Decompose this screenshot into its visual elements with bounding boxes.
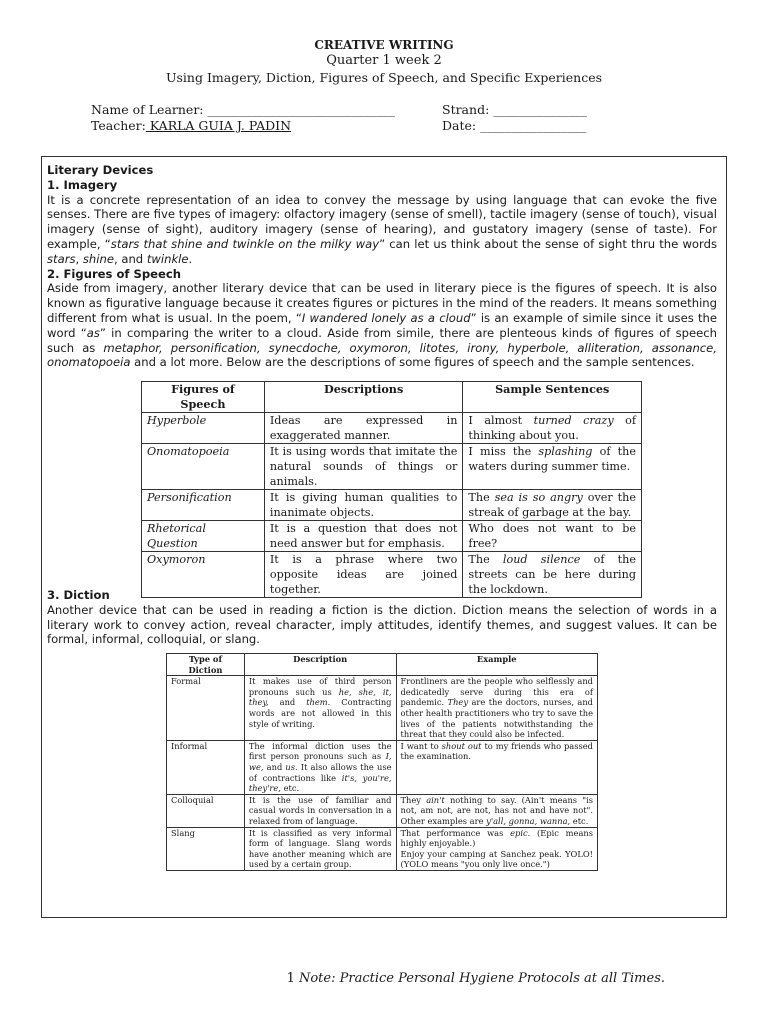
- figures-of-speech-table: [141, 381, 642, 598]
- diction-description: It is classified as very informal form of language. Slang words have another meaning which are used by a certain group.: [244, 827, 396, 870]
- imagery-word: stars: [47, 251, 76, 266]
- sample-emphasis: turned crazy: [533, 414, 614, 427]
- diction-section: [47, 588, 717, 647]
- sample-emphasis: loud silence: [502, 553, 581, 566]
- page-number: 1: [286, 971, 295, 986]
- sample-sentence: [463, 490, 642, 521]
- sample-text: The: [468, 553, 503, 566]
- sample-text: of the streets can be here during the lockdown.: [468, 553, 636, 596]
- sample-emphasis: splashing: [538, 445, 593, 458]
- desc-emphasis: us: [285, 761, 296, 772]
- diction-example: [396, 740, 598, 794]
- imagery-example: stars that shine and twinkle on the milky way: [110, 236, 380, 251]
- figures-text: Aside from imagery, another literary device that can be used in literary piece is the figures of speech. It is also known as figurative language because it creates figures or pictures in the mind of the readers. It means something different from what is usual. In the poem, “: [47, 281, 717, 325]
- desc-text: It makes use of third person pronouns such us: [248, 676, 392, 697]
- desc-text: . It also allows the use of contractions like: [248, 761, 392, 783]
- table-row: [142, 521, 642, 552]
- imagery-word: twinkle: [146, 251, 189, 266]
- sample-text: over the streak of garbage at the bay.: [468, 491, 636, 519]
- teacher-field: [91, 118, 291, 134]
- figure-name-text: Personification: [147, 491, 232, 504]
- teacher-label: Teacher:: [91, 118, 146, 133]
- sample-text: I miss the: [468, 445, 539, 458]
- example-emphasis: y'all, gonna, wanna,: [486, 815, 571, 826]
- document-header: [0, 38, 768, 86]
- example-text: etc.: [570, 815, 589, 826]
- table-row: [167, 740, 598, 794]
- imagery-word: shine: [82, 251, 114, 266]
- sample-sentence: [463, 521, 642, 552]
- sample-text: The: [468, 491, 495, 504]
- sample-text: of thinking about you.: [468, 414, 636, 442]
- as-word: as: [86, 325, 100, 340]
- desc-emphasis: I, we,: [248, 751, 392, 772]
- table-row: [142, 490, 642, 521]
- page-footer: [0, 971, 665, 986]
- diction-heading: 3. Diction: [47, 588, 110, 602]
- example-text: to my friends who passed the examination.: [400, 740, 593, 762]
- example-text: are the doctors, nurses, and other health practitioners who try to save the lives of the patients notwithstanding the threat that they could also be infected.: [400, 697, 593, 740]
- imagery-end: .: [188, 251, 193, 266]
- example-emphasis: shout out: [441, 740, 482, 751]
- figure-description: It is using words that imitate the natural sounds of things or animals.: [264, 444, 463, 490]
- diction-example: [396, 827, 598, 870]
- diction-description: [244, 676, 396, 741]
- figures-text-cont: ” in comparing the writer to a cloud. Aside from simile, there are plenteous kinds of figures of speech such as: [47, 325, 717, 355]
- footer-note: Note: Practice Personal Hygiene Protocols at all Times.: [298, 971, 665, 986]
- table-row: [142, 444, 642, 490]
- sample-text: of the waters during summer time.: [468, 445, 636, 473]
- figure-description: It is a phrase where two opposite ideas are joined together.: [264, 552, 463, 598]
- column-header: Example: [396, 654, 598, 676]
- table-row: [167, 794, 598, 827]
- diction-table: [166, 653, 598, 871]
- example-text: That performance was: [400, 827, 511, 838]
- example-text: Frontliners are the people who selflessly and dedicatedly serve during this era of pandemic.: [400, 676, 593, 708]
- example-emphasis: epic: [510, 827, 528, 838]
- figure-name: [142, 521, 265, 552]
- figure-description: It is giving human qualities to inanimate objects.: [264, 490, 463, 521]
- strand-field: Strand: _______________: [442, 102, 588, 117]
- imagery-sep: , and: [113, 251, 147, 266]
- figure-name-text: Hyperbole: [147, 414, 207, 427]
- document-subtitle: Using Imagery, Diction, Figures of Speech, and Specific Experiences: [165, 70, 603, 85]
- diction-description: [244, 740, 396, 794]
- desc-text: and: [268, 697, 307, 708]
- teacher-name: KARLA GUIA J. PADIN: [145, 118, 292, 133]
- figure-name-text: Onomatopoeia: [147, 445, 230, 458]
- figures-text-end: and a lot more. Below are the descriptions of some figures of speech and the sample sentences.: [130, 355, 695, 370]
- example-text: nothing to say. (Ain't means "is not, am not, are not, has not and have not". Other examples are: [400, 794, 593, 826]
- diction-paragraph: Another device that can be used in reading a fiction is the diction. Diction means the selection of words in a literary work to convey action, reveal character, imply attitudes, identify themes, and suggest values. It can be formal, informal, colloquial, or slang.: [47, 602, 717, 647]
- imagery-text-cont: ” can let us think about the sense of sight thru the words: [379, 236, 717, 251]
- diction-type: Formal: [167, 676, 245, 741]
- column-header: Description: [244, 654, 396, 676]
- figure-description: Ideas are expressed in exaggerated manner.: [264, 413, 463, 444]
- figure-name-text: Rhetorical Question: [147, 522, 206, 550]
- date-field: Date: _________________: [442, 118, 587, 133]
- figure-name-text: Oxymoron: [147, 553, 206, 566]
- quarter-label: Quarter 1 week 2: [326, 53, 442, 68]
- desc-text: etc.: [280, 783, 300, 794]
- imagery-paragraph: [47, 193, 717, 267]
- example-text: Enjoy your camping at Sanchez peak. YOLO! (YOLO means "you only live once."): [400, 848, 593, 870]
- figures-paragraph: [47, 281, 717, 370]
- table-row: [167, 827, 598, 870]
- poem-title: I wandered lonely as a cloud: [301, 310, 471, 325]
- figure-kinds: metaphor, personification, synecdoche, oxymoron, litotes, irony, hyperbole, alliteration, assonance, onomatopoeia: [47, 340, 717, 370]
- imagery-heading: 1. Imagery: [47, 177, 118, 192]
- figure-name: [142, 490, 265, 521]
- desc-emphasis: them: [306, 697, 328, 708]
- figures-text-cont: ” is an example of simile since it uses the word “: [47, 310, 718, 340]
- example-text: I want to: [400, 740, 442, 751]
- imagery-text: It is a concrete representation of an idea to convey the message by using language that can evoke the five senses. There are five types of imagery: olfactory imagery (sense of smell), tactile imagery (sense of touch), visual imagery (sense of sight), auditory imagery (sense of hearing), and gustatory imagery (sense of taste). For example, “: [47, 192, 717, 251]
- diction-example: [396, 676, 598, 741]
- diction-type: Informal: [167, 740, 245, 794]
- example-text: They: [400, 794, 427, 805]
- example-emphasis: They: [447, 697, 469, 708]
- column-header: Descriptions: [264, 382, 463, 413]
- diction-example: [396, 794, 598, 827]
- table-row: [142, 413, 642, 444]
- imagery-sep: ,: [75, 251, 83, 266]
- figure-name: [142, 413, 265, 444]
- column-header: Figures of Speech: [142, 382, 265, 413]
- name-of-learner-field: Name of Learner: ______________________________: [91, 102, 395, 117]
- desc-text: . Contracting words are not allowed in this style of writing.: [248, 697, 392, 729]
- figure-name: [142, 444, 265, 490]
- sample-sentence: [463, 413, 642, 444]
- sample-text: I almost: [468, 414, 534, 427]
- sample-sentence: [463, 444, 642, 490]
- column-header: Sample Sentences: [463, 382, 642, 413]
- sample-text: Who does not want to be free?: [468, 522, 636, 550]
- example-text: . (Epic means highly enjoyable.): [400, 827, 593, 849]
- example-emphasis: ain't: [426, 794, 445, 805]
- column-header: Type of Diction: [167, 654, 245, 676]
- diction-description: It is the use of familiar and casual words in conversation in a relaxed from of language.: [244, 794, 396, 827]
- desc-emphasis: it's, you're, they're,: [248, 772, 392, 794]
- figures-heading: 2. Figures of Speech: [47, 266, 182, 281]
- diction-type: Colloquial: [167, 794, 245, 827]
- figure-description: It is a question that does not need answer but for emphasis.: [264, 521, 463, 552]
- desc-text: The informal diction uses the first person pronouns such as: [248, 740, 392, 762]
- table-header-row: [167, 654, 598, 676]
- diction-type: Slang: [167, 827, 245, 870]
- table-row: [167, 676, 598, 741]
- desc-emphasis: he, she, it, they,: [248, 686, 392, 708]
- literary-devices-section: [47, 163, 717, 370]
- sample-emphasis: sea is so angry: [494, 491, 583, 504]
- document-title: CREATIVE WRITING: [314, 38, 454, 52]
- section-heading: Literary Devices: [47, 163, 154, 177]
- table-header-row: [142, 382, 642, 413]
- desc-text: and: [263, 761, 286, 772]
